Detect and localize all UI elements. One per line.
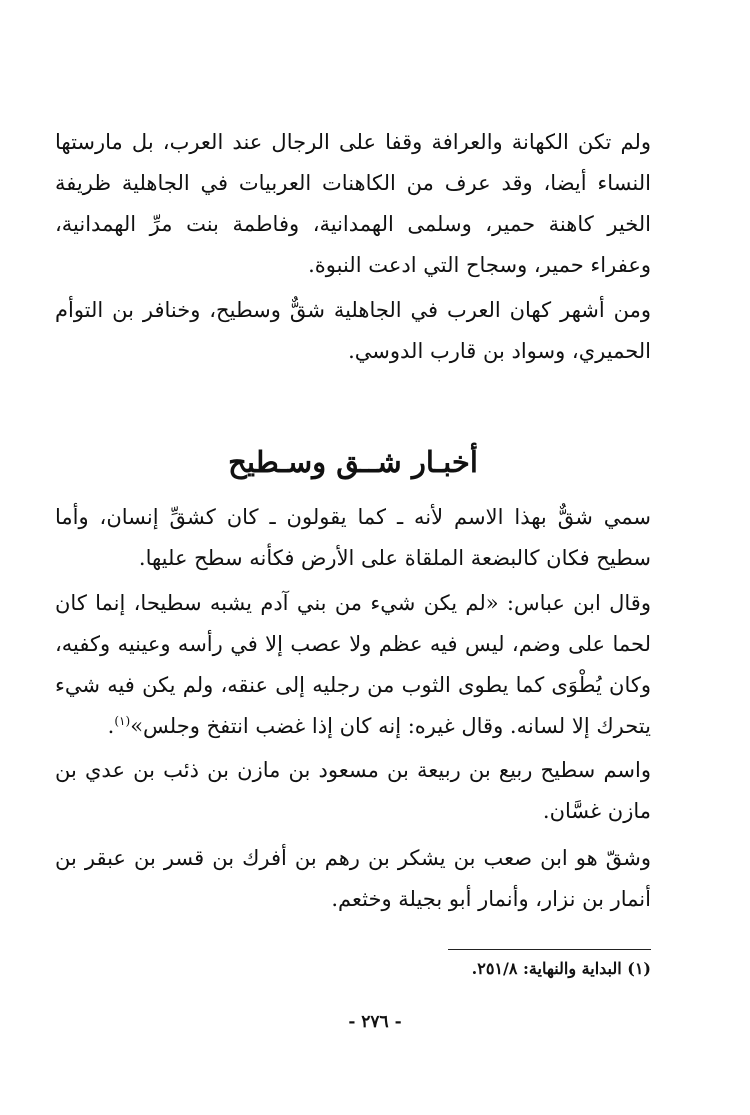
paragraph-female-soothsayers: ولم تكن الكهانة والعرافة وقفا على الرجال عند العرب، بل مارستها النساء أيضا، وقد عرف من الكاهنات العربيات في الجاهلية ظريفة الخير كاهنة حمير، وسلمى الهمدانية، وفاطمة بنت مرِّ الهمدانية، وعفراء حمير، وسجاح التي ادعت النبوة.	[55, 130, 651, 277]
paragraph-satih-lineage: واسم سطيح ربيع بن ربيعة بن مسعود بن مازن بن ذئب بن عدي بن مازن غسَّان.	[55, 758, 651, 823]
page-number: - ٢٧٦ -	[348, 1012, 402, 1032]
ibn-abbas-quote-text: وقال ابن عباس: «لم يكن شيء من بني آدم يشبه سطيحا، إنما كان لحما على وضم، ليس فيه عظم ولا عصب إلا في رأسه وعينيه وكفيه، وكان يُطْوَى كما يطوى الثوب من رجليه إلى عنقه، ولم يكن فيه شيء يتحرك إلا لسانه. وقال غيره: إنه كان إذا غضب انتفخ وجلس»	[55, 591, 651, 738]
footnote-separator	[448, 949, 651, 950]
footnote: (١) البداية والنهاية: ٢٥١/٨.	[471, 959, 651, 978]
footnote-reference: (١)	[114, 714, 131, 728]
section-heading: أخبـار شــق وسـطيح	[228, 445, 478, 479]
paragraph-shiq-lineage: وشقّ هو ابن صعب بن يشكر بن رهم بن أفرك بن قسر بن عبقر بن أنمار بن نزار، وأنمار أبو بجيلة وخثعم.	[55, 846, 651, 911]
paragraph-shiq-satih-names: سمي شقٌّ بهذا الاسم لأنه ـ كما يقولون ـ كان كشقِّ إنسان، وأما سطيح فكان كالبضعة الملقاة على الأرض فكأنه سطح عليها.	[55, 505, 651, 570]
quote-end-period: .	[107, 714, 115, 738]
paragraph-ibn-abbas-quote	[55, 583, 651, 747]
paragraph-famous-soothsayers: ومن أشهر كهان العرب في الجاهلية شقٌّ وسطيح، وخنافر بن التوأم الحميري، وسواد بن قارب الدوسي.	[55, 298, 651, 363]
